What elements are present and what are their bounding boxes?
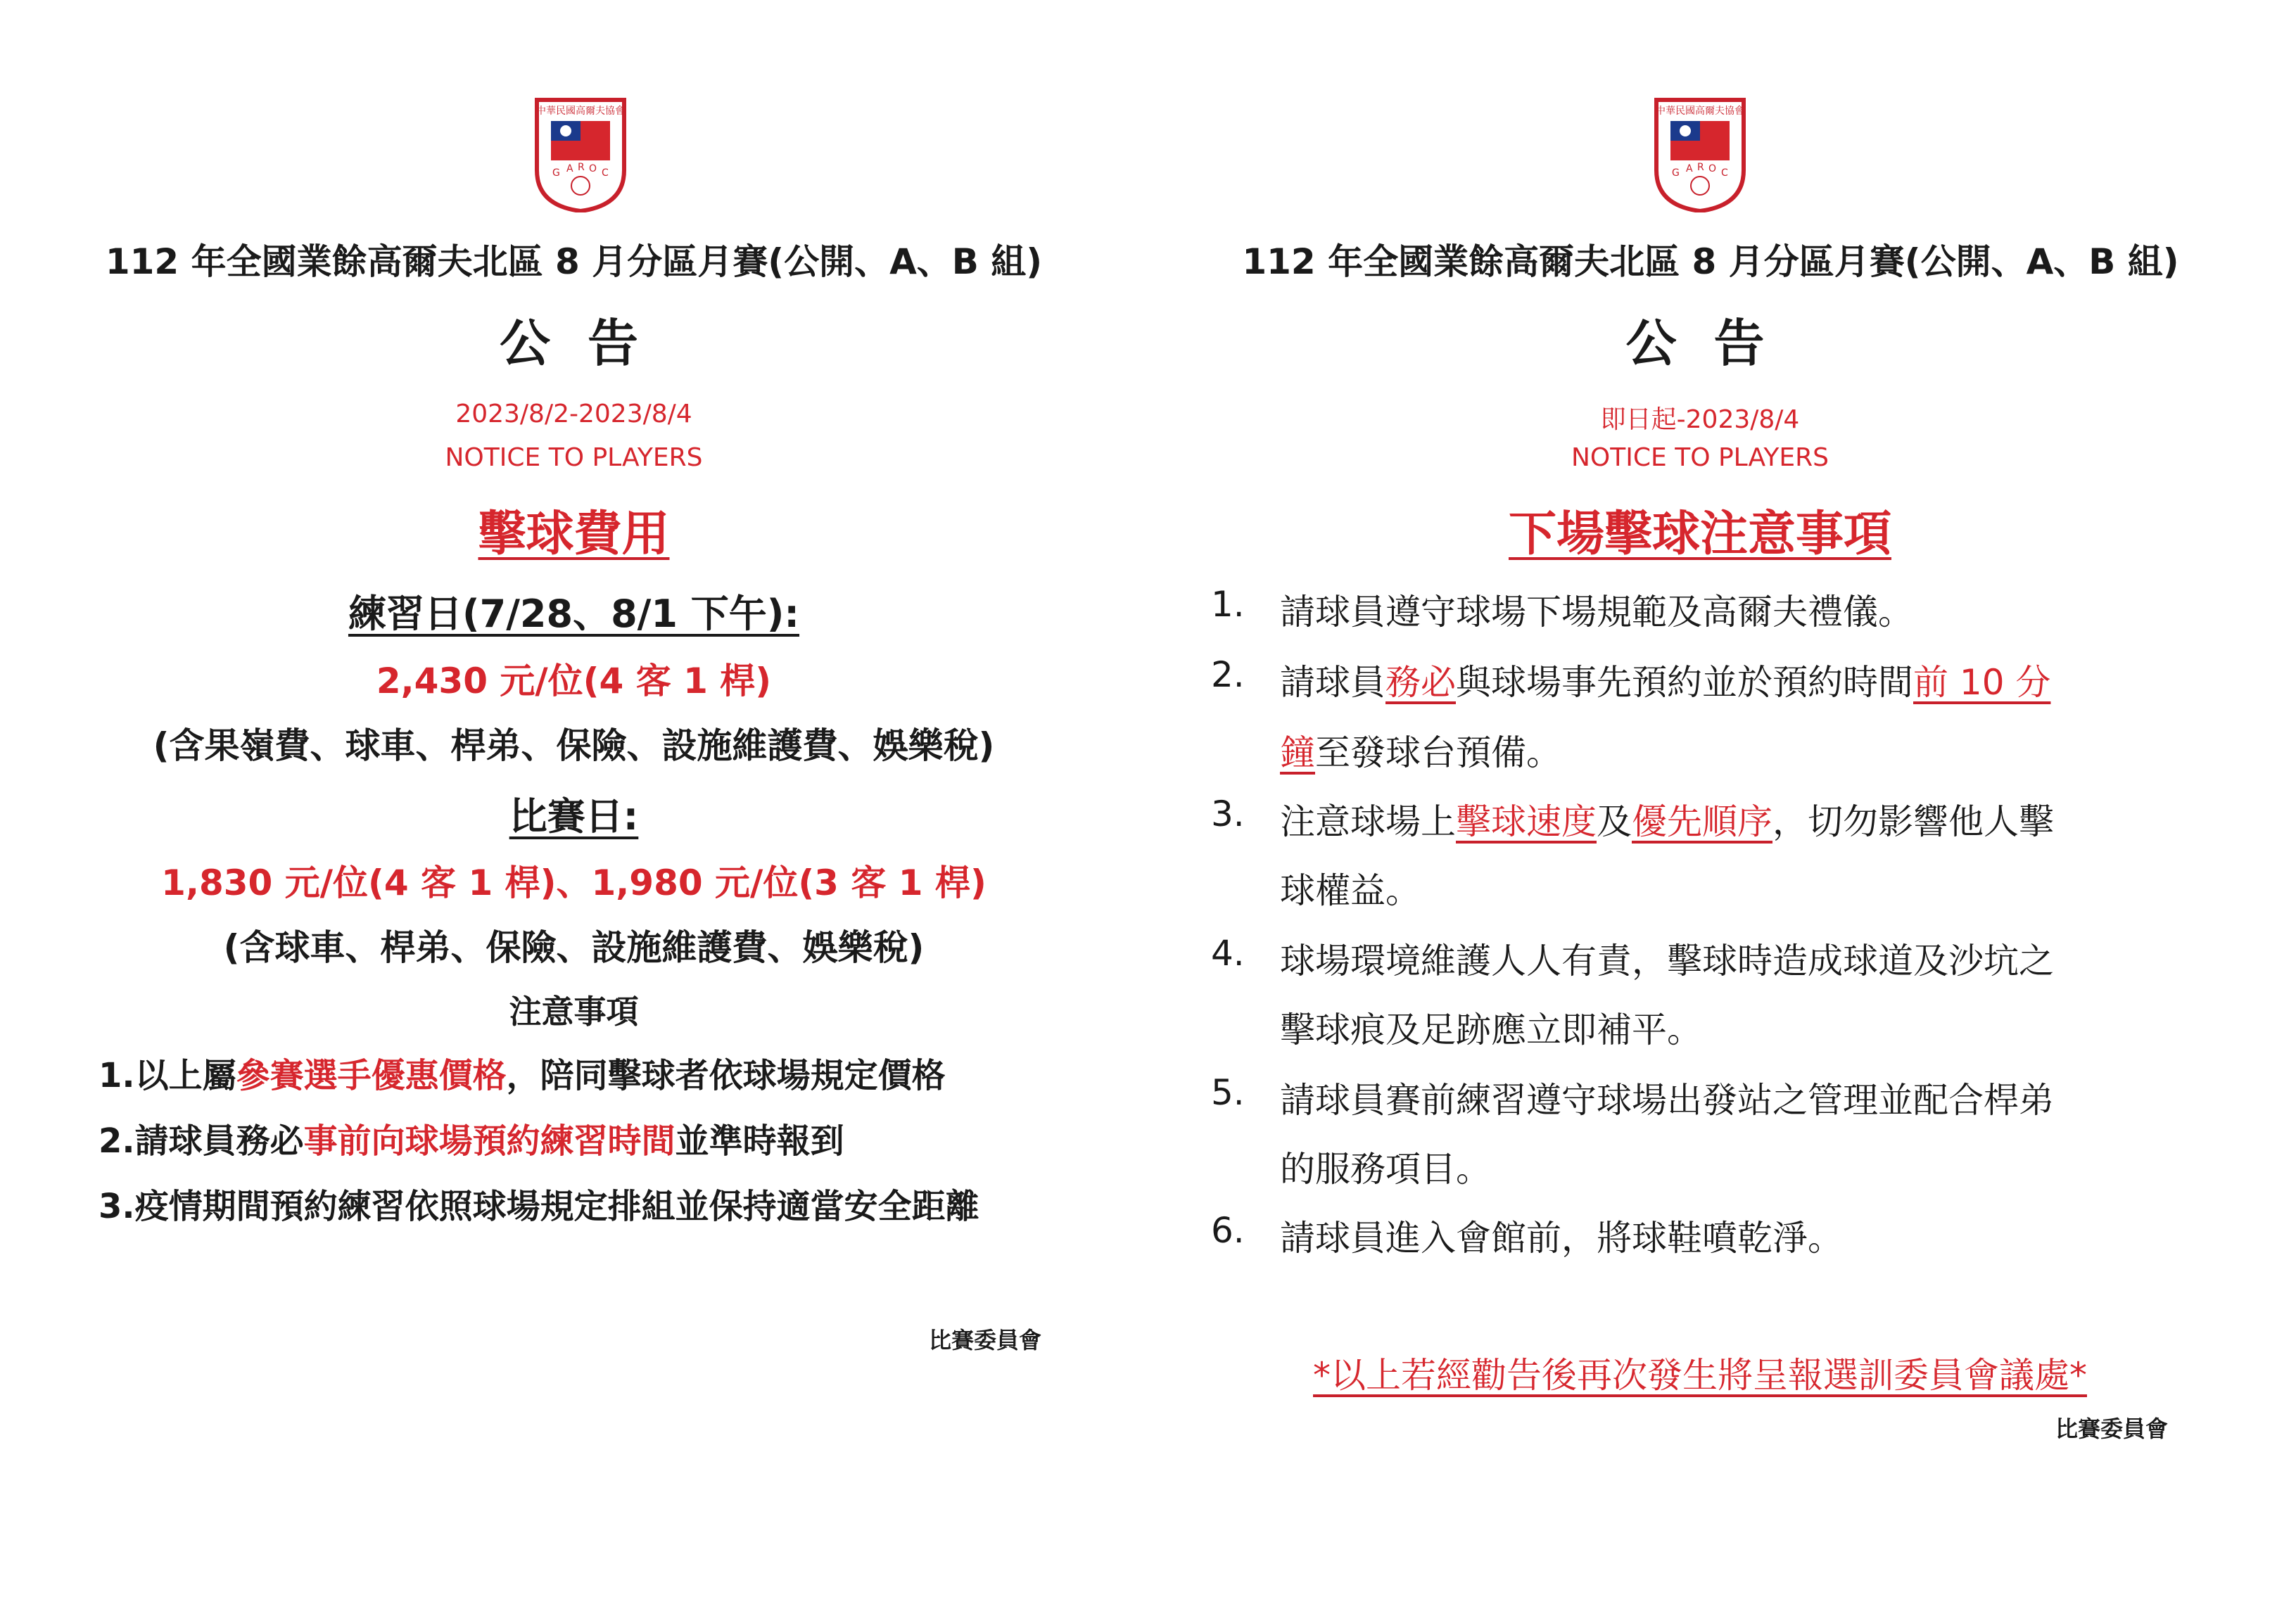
svg-text:A: A: [566, 163, 573, 174]
item-highlight: 擊球速度: [1456, 801, 1597, 842]
item-text-part: ，切勿影響他人擊: [1772, 801, 2054, 842]
svg-text:中華民國高爾夫協會: 中華民國高爾夫協會: [1656, 106, 1744, 117]
match-label-wrap: [0, 787, 1148, 841]
notice-title: 公 告: [1625, 314, 1775, 373]
garoc-emblem-icon: [1651, 93, 1749, 212]
item-text-part: 與球場事先預約並於預約時間: [1456, 662, 1913, 703]
notice-date: 即日起-2023/8/4: [1600, 405, 1800, 434]
svg-text:C: C: [602, 167, 609, 179]
practice-label-wrap: [0, 584, 1148, 638]
section-title-wrap: [0, 496, 1148, 564]
svg-text:O: O: [589, 163, 597, 174]
item-text-part: 請球員: [1280, 662, 1385, 703]
svg-text:A: A: [1686, 163, 1693, 174]
svg-text:R: R: [1697, 162, 1704, 173]
practice-includes: (含果嶺費、球車、桿弟、保險、設施維護費、娛樂稅): [153, 725, 995, 766]
signature: 比賽委員會: [929, 1327, 1042, 1354]
item-number: 4.: [1211, 933, 1245, 974]
warning-text: *以上若經勸告後再次發生將呈報選訓委員會議處*: [1313, 1355, 2087, 1396]
svg-text:G: G: [552, 167, 560, 179]
item-highlight: 前 10 分: [1913, 662, 2051, 703]
note-item: [99, 1048, 946, 1097]
garoc-emblem-icon: [531, 93, 630, 212]
garoc-logo: [531, 93, 630, 212]
notice-en: NOTICE TO PLAYERS: [1571, 443, 1829, 472]
item-text: [1280, 725, 1561, 775]
item-text-part: 注意球場上: [1280, 801, 1456, 842]
notice-date: 2023/8/2-2023/8/4: [455, 400, 692, 428]
item-text: 請球員進入會館前，將球鞋噴乾淨。: [1280, 1218, 1843, 1259]
svg-text:O: O: [1708, 163, 1717, 174]
note-highlight: 參賽選手優惠價格: [236, 1056, 507, 1095]
section-title-wrap: [1148, 496, 2252, 564]
section-title: 擊球費用: [478, 507, 670, 562]
item-highlight: 務必: [1385, 662, 1456, 703]
practice-price: 2,430 元/位(4 客 1 桿): [376, 661, 772, 701]
item-text: 球場環境維護人人有責，擊球時造成球道及沙坑之: [1280, 941, 2054, 981]
match-includes: (含球車、桿弟、保險、設施維護費、娛樂稅): [223, 927, 925, 968]
item-text: 球權益。: [1280, 870, 1421, 911]
note-highlight: 事前向球場預約練習時間: [303, 1121, 676, 1161]
garoc-logo: [1651, 93, 1749, 212]
item-text-part: 至發球台預備。: [1315, 732, 1561, 773]
item-number: 5.: [1211, 1072, 1245, 1113]
match-price: 1,830 元/位(4 客 1 桿)、1,980 元/位(3 客 1 桿): [161, 863, 987, 903]
signature: 比賽委員會: [2055, 1415, 2169, 1442]
practice-day-label: 練習日(7/28、8/1 下午):: [348, 592, 800, 636]
event-header: 112 年全國業餘高爾夫北區 8 月分區月賽(公開、A、B 組): [1242, 241, 2179, 282]
item-highlight: 優先順序: [1632, 801, 1772, 842]
notice-en: NOTICE TO PLAYERS: [445, 443, 703, 472]
match-day-label: 比賽日:: [509, 794, 639, 839]
notice-title: 公 告: [499, 314, 649, 373]
right-notice-panel: [1148, 0, 2296, 1623]
item-number: 2.: [1211, 654, 1245, 695]
note-item: [99, 1179, 979, 1228]
notes-title: 注意事項: [509, 993, 639, 1031]
item-text: [1280, 794, 2054, 844]
item-highlight: 鐘: [1280, 732, 1315, 773]
item-number: 6.: [1211, 1210, 1245, 1251]
svg-text:G: G: [1672, 167, 1680, 179]
svg-text:C: C: [1721, 167, 1728, 179]
note-item: [99, 1114, 844, 1162]
item-text: [1280, 654, 2050, 705]
event-header: 112 年全國業餘高爾夫北區 8 月分區月賽(公開、A、B 組): [105, 241, 1043, 282]
note-text: 1.以上屬: [99, 1056, 236, 1095]
note-text: 2.請球員務必: [99, 1121, 304, 1161]
warning-wrap: [1148, 1347, 2252, 1398]
item-text: 請球員賽前練習遵守球場出發站之管理並配合桿弟: [1280, 1080, 2054, 1121]
svg-text:R: R: [578, 162, 585, 173]
item-text-part: 及: [1597, 801, 1632, 842]
svg-text:中華民國高爾夫協會: 中華民國高爾夫協會: [536, 106, 625, 117]
item-number: 3.: [1211, 794, 1245, 834]
item-number: 1.: [1211, 584, 1245, 625]
note-text: 3.疫情期間預約練習依照球場規定排組並保持適當安全距離: [99, 1187, 979, 1226]
item-text: 的服務項目。: [1280, 1149, 1491, 1190]
note-text: 並準時報到: [675, 1121, 844, 1161]
item-text: 擊球痕及足跡應立即補平。: [1280, 1010, 1702, 1050]
item-text: 請球員遵守球場下場規範及高爾夫禮儀。: [1280, 592, 1913, 632]
section-title: 下場擊球注意事項: [1508, 507, 1891, 562]
note-text: ，陪同擊球者依球場規定價格: [506, 1056, 946, 1095]
